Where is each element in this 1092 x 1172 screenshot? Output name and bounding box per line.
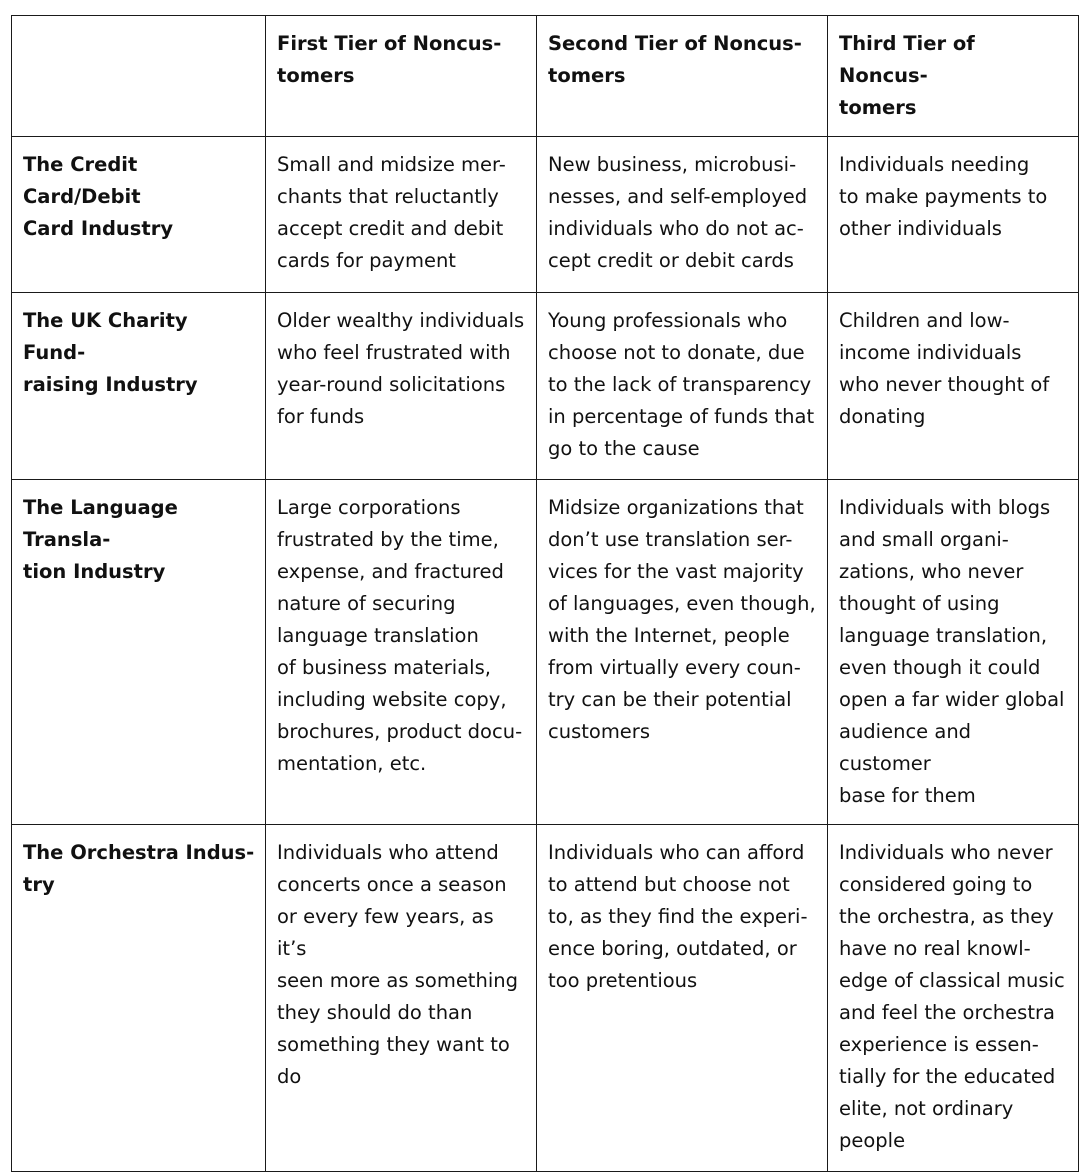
- first-tier-cell: Individuals who attend concerts once a season or every few years, as it’s seen more as something they should do than something they want to do: [266, 825, 537, 1172]
- first-tier-cell: Large corporations frustrated by the time, expense, and fractured nature of securing language translation of business materials, including website copy, brochures, product docu- mentation, etc.: [266, 480, 537, 825]
- header-third-tier: Third Tier of Noncus- tomers: [828, 16, 1079, 137]
- table-row: [12, 825, 1079, 1172]
- noncustomer-tiers-table-container: [11, 15, 1079, 1172]
- header-row: [12, 16, 1079, 137]
- first-tier-cell: Older wealthy individuals who feel frustrated with year-round solicitations for funds: [266, 293, 537, 480]
- third-tier-cell: Individuals needing to make payments to other individuals: [828, 137, 1079, 293]
- first-tier-cell: Small and midsize mer- chants that reluctantly accept credit and debit cards for payment: [266, 137, 537, 293]
- industry-cell: The Credit Card/Debit Card Industry: [12, 137, 266, 293]
- header-corner-cell: [12, 16, 266, 137]
- second-tier-cell: Individuals who can afford to attend but choose not to, as they find the experi- ence boring, outdated, or too pretentious: [537, 825, 828, 1172]
- second-tier-cell: New business, microbusi- nesses, and self-employed individuals who do not ac- cept credit or debit cards: [537, 137, 828, 293]
- table-row: [12, 293, 1079, 480]
- second-tier-cell: Midsize organizations that don’t use translation ser- vices for the vast majority of languages, even though, with the Internet, people from virtually every coun- try can be their potential customers: [537, 480, 828, 825]
- industry-cell: The Language Transla- tion Industry: [12, 480, 266, 825]
- header-first-tier: First Tier of Noncus- tomers: [266, 16, 537, 137]
- table-row: [12, 480, 1079, 825]
- header-second-tier: Second Tier of Noncus- tomers: [537, 16, 828, 137]
- industry-cell: The UK Charity Fund- raising Industry: [12, 293, 266, 480]
- industry-cell: The Orchestra Indus- try: [12, 825, 266, 1172]
- second-tier-cell: Young professionals who choose not to donate, due to the lack of transparency in percentage of funds that go to the cause: [537, 293, 828, 480]
- table-row: [12, 137, 1079, 293]
- third-tier-cell: Individuals who never considered going to the orchestra, as they have no real knowl- edge of classical music and feel the orchestra experience is essen- tially for the educated elite, not ordinary people: [828, 825, 1079, 1172]
- third-tier-cell: Children and low- income individuals who never thought of donating: [828, 293, 1079, 480]
- noncustomer-tiers-table: [11, 15, 1079, 1172]
- third-tier-cell: Individuals with blogs and small organi- zations, who never thought of using language translation, even though it could open a far wider global audience and customer base for them: [828, 480, 1079, 825]
